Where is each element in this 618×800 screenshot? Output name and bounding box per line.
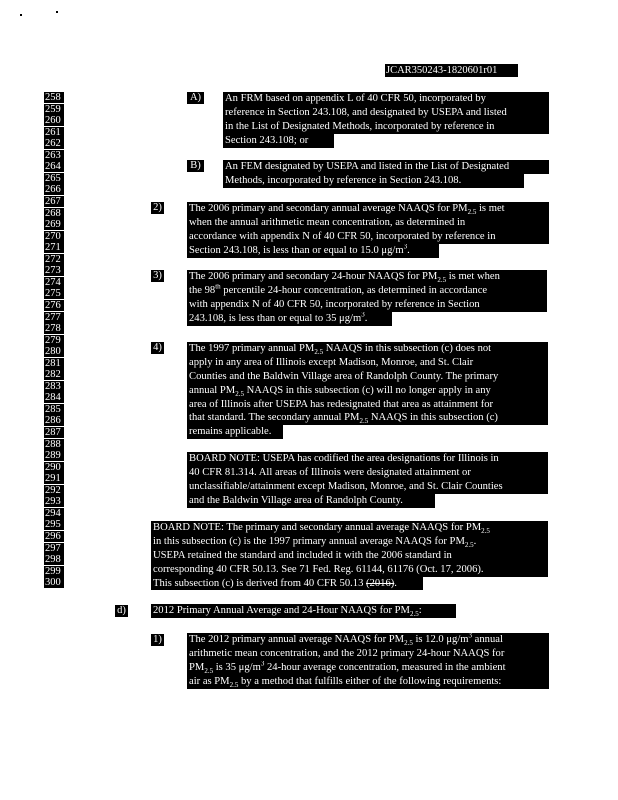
text-line: unclassifiable/attainment except Madison, Monroe, and St. Clair Counties [187, 480, 548, 494]
text-line: Methods, incorporated by reference in Section 243.108. [223, 174, 524, 188]
text-line: accordance with appendix N of 40 CFR 50, incorporated by reference in [187, 230, 549, 244]
board-note-designations [187, 452, 548, 508]
text-fragment: . [473, 535, 477, 547]
line-number: 258 [44, 92, 64, 103]
line-number: 284 [44, 392, 64, 403]
line-number: 275 [44, 288, 64, 299]
text-line: BOARD NOTE: USEPA has codified the area designations for Illinois in [187, 452, 548, 466]
item-1-text [187, 633, 549, 689]
line-number: 297 [44, 543, 64, 554]
text-line [187, 202, 549, 216]
subscript: 2.5 [437, 276, 447, 284]
scan-speck [20, 14, 22, 16]
item-label-1: 1) [151, 634, 164, 646]
line-number: 260 [44, 115, 64, 126]
line-number: 259 [44, 104, 64, 115]
line-number: 264 [44, 161, 64, 172]
line-number: 292 [44, 485, 64, 496]
text-fragment: NAAQS in this subsection (c) will no longer apply in any [243, 384, 491, 396]
text-fragment: by a method that fulfills either of the following requirements: [238, 675, 502, 687]
subscript: 2.5 [404, 639, 413, 647]
text-fragment: The 2006 primary and secondary 24-hour NAAQS for PM [189, 271, 438, 282]
subscript: 2.5 [481, 527, 490, 535]
line-number: 299 [44, 566, 64, 577]
line-number: 273 [44, 265, 64, 276]
line-number: 289 [44, 450, 64, 461]
text-line [187, 661, 549, 675]
superscript: 3 [260, 660, 265, 668]
text-line [187, 342, 548, 356]
line-number: 283 [44, 381, 64, 392]
subscript: 2.5 [409, 610, 419, 618]
text-fragment: annual [472, 634, 503, 645]
text-fragment: the 98 [189, 284, 216, 296]
line-number: 267 [44, 196, 64, 207]
text-line [187, 675, 549, 689]
text-line [151, 535, 548, 549]
line-number: 291 [44, 473, 64, 484]
text-line [187, 633, 549, 647]
text-line: USEPA retained the standard and included it with the 2006 standard in [151, 549, 548, 563]
subscript: 2.5 [359, 417, 369, 426]
line-number: 277 [44, 312, 64, 323]
text-line [187, 411, 548, 425]
line-number: 287 [44, 427, 64, 438]
item-label-a: A) [187, 92, 204, 104]
text-line: arithmetic mean concentration, and the 2012 primary 24-hour NAAQS for [187, 647, 549, 661]
item-label-4: 4) [151, 342, 164, 354]
line-number: 282 [44, 369, 64, 380]
text-fragment: NAAQS in this subsection (c) [368, 412, 498, 424]
line-number: 280 [44, 346, 64, 357]
text-line: Counties and the Baldwin Village area of Randolph County. The primary [187, 370, 548, 384]
line-number: 261 [44, 127, 64, 138]
text-fragment: PM [189, 661, 205, 673]
subscript: 2.5 [204, 666, 214, 675]
text-line [151, 604, 456, 618]
text-fragment: is met [476, 203, 505, 214]
text-line: area of Illinois after USEPA has redesignated that area as attainment for [187, 398, 548, 412]
text-fragment: : [418, 605, 422, 616]
line-number: 266 [44, 184, 64, 195]
text-fragment: This subsection (c) is derived from 40 CFR 50.13 [153, 577, 367, 589]
text-line [187, 384, 548, 398]
line-number: 290 [44, 462, 64, 473]
text-fragment: . [364, 312, 368, 324]
text-fragment: The 2012 primary annual average NAAQS for PM [189, 634, 405, 645]
item-a-text [223, 92, 549, 148]
line-number: 278 [44, 323, 64, 334]
line-number: 265 [44, 173, 64, 184]
line-number: 285 [44, 404, 64, 415]
superscript: th [215, 283, 221, 291]
text-fragment: in this subsection (c) is the 1997 primary annual average NAAQS for PM [153, 535, 465, 547]
item-3-text [187, 270, 547, 326]
subscript: 2.5 [235, 389, 244, 398]
text-fragment: air as PM [189, 675, 230, 687]
line-number: 271 [44, 242, 64, 253]
text-fragment: 24-hour average concentration, measured in the ambient [264, 661, 506, 673]
text-line [187, 244, 439, 258]
item-b-text [223, 160, 549, 188]
line-number: 274 [44, 277, 64, 288]
text-line [187, 284, 547, 298]
line-number: 293 [44, 496, 64, 507]
line-number: 270 [44, 231, 64, 242]
text-line [151, 521, 548, 535]
superscript: 3 [403, 243, 408, 251]
text-line: and the Baldwin Village area of Randolph County. [187, 494, 435, 508]
text-fragment: Section 243.108, is less than or equal to 15.0 μg/m [189, 244, 404, 256]
line-number: 295 [44, 519, 64, 530]
text-fragment: percentile 24-hour concentration, as determined in accordance [220, 284, 488, 296]
line-number: 269 [44, 219, 64, 230]
line-number: 262 [44, 138, 64, 149]
text-line: in the List of Designated Methods, incorporated by reference in [223, 120, 549, 134]
subscript: 2.5 [467, 208, 477, 216]
text-fragment: The 2006 primary and secondary annual average NAAQS for PM [189, 203, 468, 214]
item-label-2: 2) [151, 202, 164, 214]
text-fragment: is met when [446, 271, 500, 282]
subscript: 2.5 [229, 680, 239, 689]
line-number: 298 [44, 554, 64, 565]
item-4-text [187, 342, 548, 439]
text-fragment: 2012 Primary Annual Average and 24-Hour NAAQS for PM [153, 605, 410, 616]
subscript: 2.5 [464, 541, 474, 549]
text-fragment: is 35 μg/m [213, 661, 261, 673]
text-line: corresponding 40 CFR 50.13. See 71 Fed. Reg. 61144, 61176 (Oct. 17, 2006). [151, 563, 548, 577]
line-number: 276 [44, 300, 64, 311]
text-line: An FEM designated by USEPA and listed in the List of Designated [223, 160, 549, 174]
text-line: when the annual arithmetic mean concentration, as determined in [187, 216, 549, 230]
text-fragment: . [407, 244, 410, 256]
text-line: 40 CFR 81.314. All areas of Illinois were designated attainment or [187, 466, 548, 480]
text-line [187, 270, 547, 284]
text-line: Section 243.108; or [223, 134, 334, 148]
superscript: 3 [468, 633, 473, 640]
item-label-d: d) [115, 605, 128, 617]
line-number: 263 [44, 150, 64, 161]
scan-speck [56, 11, 58, 13]
text-line: with appendix N of 40 CFR 50, incorporated by reference in Section [187, 298, 547, 312]
line-number: 281 [44, 358, 64, 369]
superscript: 3 [361, 311, 365, 319]
text-fragment: . [394, 577, 397, 589]
text-line: reference in Section 243.108, and designated by USEPA and listed [223, 106, 549, 120]
line-number: 294 [44, 508, 64, 519]
subsection-d-heading [151, 604, 456, 618]
text-fragment: that standard. The secondary annual PM [189, 412, 360, 424]
line-number: 268 [44, 208, 64, 219]
text-fragment: The 1997 primary annual PM [189, 343, 315, 354]
item-label-3: 3) [151, 270, 164, 282]
struck-text: (2016) [366, 577, 395, 589]
line-number: 296 [44, 531, 64, 542]
board-note-standard [151, 521, 548, 590]
text-line [151, 577, 423, 591]
line-number: 300 [44, 577, 64, 588]
document-id: JCAR350243-1820601r01 [385, 64, 518, 77]
subscript: 2.5 [314, 348, 324, 356]
text-line: apply in any area of Illinois except Madison, Monroe, and St. Clair [187, 356, 548, 370]
line-number: 272 [44, 254, 64, 265]
line-number: 279 [44, 335, 64, 346]
line-number: 286 [44, 415, 64, 426]
item-label-b: B) [187, 160, 204, 172]
text-fragment: NAAQS in this subsection (c) does not [323, 343, 492, 354]
text-fragment: is 12.0 μg/m [412, 634, 469, 645]
item-2-text [187, 202, 549, 258]
text-line [187, 312, 392, 326]
text-fragment: BOARD NOTE: The primary and secondary annual average NAAQS for PM [153, 522, 482, 533]
line-number: 288 [44, 439, 64, 450]
text-fragment: annual PM [189, 384, 236, 396]
text-line: remains applicable. [187, 425, 283, 439]
text-fragment: 243.108, is less than or equal to 35 μg/m [189, 312, 362, 324]
text-line: An FRM based on appendix L of 40 CFR 50, incorporated by [223, 92, 549, 106]
